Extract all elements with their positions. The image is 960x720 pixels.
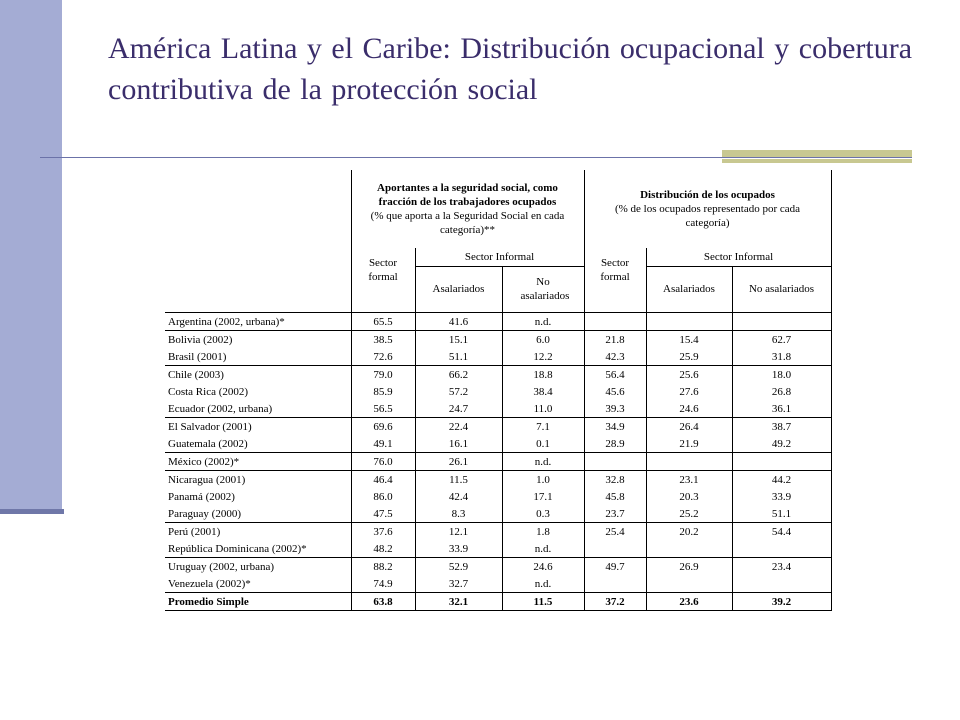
value-cell-d3: 33.9 <box>732 488 831 505</box>
country-cell: Chile (2003) <box>165 366 351 384</box>
value-cell-a2: 52.9 <box>415 558 502 576</box>
country-cell: Uruguay (2002, urbana) <box>165 558 351 576</box>
value-cell-d1: 56.4 <box>584 366 646 384</box>
value-cell-d3 <box>732 453 831 471</box>
value-cell-d1: 42.3 <box>605 350 625 363</box>
table-row <box>165 558 831 576</box>
value-cell-d1: 28.9 <box>605 437 625 450</box>
country-cell: México (2002)* <box>165 453 351 471</box>
country-cell: Perú (2001) <box>165 523 351 541</box>
value-cell-d3: 38.7 <box>732 418 831 436</box>
table-row <box>165 418 831 436</box>
value-cell-d2: 26.4 <box>646 418 732 436</box>
value-cell-d2 <box>646 575 732 593</box>
value-cell-d1: 25.4 <box>584 523 646 541</box>
header-asalariados-1: Asalariados <box>415 266 502 313</box>
value-cell-a1: 72.6 <box>351 348 415 366</box>
table-row <box>165 400 831 418</box>
value-cell-d1 <box>584 313 646 331</box>
table-row <box>165 453 831 471</box>
table-row <box>165 505 831 523</box>
value-cell-d2: 15.4 <box>646 331 732 349</box>
table-row <box>165 366 831 384</box>
value-cell-a2: 42.4 <box>415 488 502 505</box>
value-cell-a3: 1.8 <box>502 523 584 541</box>
table-row <box>165 540 831 558</box>
table-row <box>165 313 831 331</box>
title-accent-bar-lower <box>722 159 912 163</box>
country-cell: República Dominicana (2002)* <box>168 542 307 555</box>
value-cell-d1: 32.8 <box>584 471 646 489</box>
table-row <box>165 435 831 453</box>
value-cell-a3: n.d. <box>502 575 584 593</box>
value-cell-a2: 32.1 <box>415 593 502 611</box>
value-cell-a2: 15.1 <box>415 331 502 349</box>
value-cell-a1: 49.1 <box>351 435 415 453</box>
value-cell-d1: 45.8 <box>605 490 625 503</box>
value-cell-a3: 17.1 <box>502 488 584 505</box>
value-cell-a3: 6.0 <box>502 331 584 349</box>
value-cell-a3: 7.1 <box>502 418 584 436</box>
value-cell-d3: 18.0 <box>732 366 831 384</box>
value-cell-a1: 37.6 <box>351 523 415 541</box>
value-cell-a1: 79.0 <box>351 366 415 384</box>
value-cell-a1: 65.5 <box>351 313 415 331</box>
table-total-row <box>165 593 831 611</box>
value-cell-a2: 12.1 <box>415 523 502 541</box>
header-group-aportantes <box>351 170 584 248</box>
value-cell-d2: 24.6 <box>646 400 732 418</box>
value-cell-a2: 57.2 <box>415 383 502 400</box>
value-cell-d2 <box>646 313 732 331</box>
header-asalariados-2: Asalariados <box>646 266 732 313</box>
value-cell-a1: 46.4 <box>351 471 415 489</box>
header-group-distribucion <box>584 170 831 248</box>
value-cell-d1 <box>584 453 646 471</box>
value-cell-d1: 37.2 <box>584 593 646 611</box>
value-cell-a3: n.d. <box>502 313 584 331</box>
value-cell-a2: 66.2 <box>415 366 502 384</box>
country-cell: Nicaragua (2001) <box>165 471 351 489</box>
header-sector-formal-1: Sector formal <box>351 248 415 313</box>
country-cell: Costa Rica (2002) <box>168 385 249 398</box>
value-cell-a2: 26.1 <box>415 453 502 471</box>
header-sector-formal-2: Sector formal <box>600 257 630 283</box>
value-cell-d2: 23.1 <box>646 471 732 489</box>
header-sector-informal-1: Sector Informal <box>415 248 584 266</box>
slide-title: América Latina y el Caribe: Distribución ocupacional y cobertura contributiva de la protección social <box>108 32 913 106</box>
value-cell-a1: 63.8 <box>351 593 415 611</box>
header-group-distribucion-title: Distribución de los ocupados <box>640 189 775 201</box>
value-cell-a2: 32.7 <box>415 575 502 593</box>
value-cell-d3: 23.4 <box>732 558 831 576</box>
country-cell: Panamá (2002) <box>168 490 235 503</box>
value-cell-a1: 47.5 <box>351 505 415 523</box>
value-cell-a2: 16.1 <box>415 435 502 453</box>
value-cell-a1: 56.5 <box>351 400 415 418</box>
value-cell-a2: 8.3 <box>415 505 502 523</box>
value-cell-a1: 69.6 <box>351 418 415 436</box>
header-no-asalariados-2: No asalariados <box>732 266 831 313</box>
value-cell-d2: 25.9 <box>646 348 732 366</box>
country-cell: Venezuela (2002)* <box>168 577 251 590</box>
table-row <box>165 383 831 400</box>
value-cell-a2: 22.4 <box>415 418 502 436</box>
value-cell-d3: 31.8 <box>732 348 831 366</box>
value-cell-d2: 20.2 <box>646 523 732 541</box>
country-cell: Ecuador (2002, urbana) <box>168 402 273 415</box>
value-cell-a2: 33.9 <box>415 540 502 558</box>
title-underline <box>40 157 912 158</box>
value-cell-d3: 39.2 <box>732 593 831 611</box>
value-cell-a1: 48.2 <box>351 540 415 558</box>
value-cell-a3: 0.3 <box>502 505 584 523</box>
data-table <box>165 170 832 611</box>
value-cell-a3: 12.2 <box>502 348 584 366</box>
value-cell-d1: 39.3 <box>605 402 625 415</box>
value-cell-d3: 49.2 <box>732 435 831 453</box>
value-cell-d3: 54.4 <box>732 523 831 541</box>
value-cell-d2: 25.6 <box>646 366 732 384</box>
table-body <box>165 313 831 611</box>
value-cell-a3: 11.0 <box>502 400 584 418</box>
value-cell-a3: 18.8 <box>502 366 584 384</box>
value-cell-d2 <box>646 540 732 558</box>
value-cell-d2: 26.9 <box>646 558 732 576</box>
value-cell-a3: 38.4 <box>502 383 584 400</box>
table-row <box>165 523 831 541</box>
value-cell-d2: 21.9 <box>646 435 732 453</box>
value-cell-a1: 85.9 <box>351 383 415 400</box>
value-cell-a3: 1.0 <box>502 471 584 489</box>
country-cell: Bolivia (2002) <box>165 331 351 349</box>
value-cell-d1: 21.8 <box>584 331 646 349</box>
value-cell-a1: 38.5 <box>351 331 415 349</box>
value-cell-d3 <box>732 575 831 593</box>
value-cell-d1: 34.9 <box>584 418 646 436</box>
table-row <box>165 331 831 349</box>
value-cell-d2: 20.3 <box>646 488 732 505</box>
left-accent-bar <box>0 0 62 512</box>
header-sector-informal-2: Sector Informal <box>646 248 831 266</box>
header-empty-cell <box>165 170 351 248</box>
value-cell-d3: 36.1 <box>732 400 831 418</box>
value-cell-a2: 11.5 <box>415 471 502 489</box>
value-cell-a2: 51.1 <box>415 348 502 366</box>
value-cell-a1: 86.0 <box>351 488 415 505</box>
title-accent-bar <box>722 150 912 157</box>
value-cell-d3: 44.2 <box>732 471 831 489</box>
header-group-distribucion-subtitle: (% de los ocupados representado por cada categoría) <box>614 203 801 229</box>
value-cell-d2: 25.2 <box>646 505 732 523</box>
value-cell-d3 <box>732 313 831 331</box>
country-cell: El Salvador (2001) <box>165 418 351 436</box>
country-cell: Promedio Simple <box>165 593 351 611</box>
value-cell-d1: 45.6 <box>605 385 625 398</box>
value-cell-d3: 51.1 <box>732 505 831 523</box>
value-cell-a2: 41.6 <box>415 313 502 331</box>
value-cell-a1: 74.9 <box>351 575 415 593</box>
value-cell-d1 <box>584 540 646 558</box>
country-cell: Brasil (2001) <box>168 350 227 363</box>
country-cell: Guatemala (2002) <box>168 437 248 450</box>
value-cell-d2 <box>646 453 732 471</box>
value-cell-d3: 26.8 <box>732 383 831 400</box>
value-cell-d3 <box>732 540 831 558</box>
value-cell-d1 <box>584 575 646 593</box>
value-cell-a3: 11.5 <box>502 593 584 611</box>
value-cell-d2: 27.6 <box>646 383 732 400</box>
country-cell: Paraguay (2000) <box>168 507 242 520</box>
header-no-asalariados-1: No asalariados <box>502 266 584 313</box>
value-cell-a3: 0.1 <box>502 435 584 453</box>
value-cell-a1: 76.0 <box>351 453 415 471</box>
value-cell-a3: 24.6 <box>502 558 584 576</box>
value-cell-a1: 88.2 <box>351 558 415 576</box>
value-cell-a3: n.d. <box>502 540 584 558</box>
value-cell-d2: 23.6 <box>646 593 732 611</box>
value-cell-a3: n.d. <box>502 453 584 471</box>
table-header <box>165 170 831 313</box>
value-cell-d1: 49.7 <box>584 558 646 576</box>
value-cell-d3: 62.7 <box>732 331 831 349</box>
value-cell-d1: 23.7 <box>605 507 625 520</box>
header-group-aportantes-subtitle: (% que aporta a la Seguridad Social en cada categoría)** <box>370 210 565 236</box>
value-cell-a2: 24.7 <box>415 400 502 418</box>
table-row <box>165 575 831 593</box>
left-accent-bar-shadow <box>0 509 64 514</box>
country-cell: Argentina (2002, urbana)* <box>165 313 351 331</box>
header-group-aportantes-title: Aportantes a la seguridad social, como fracción de los trabajadores ocupados <box>377 182 558 208</box>
table-row <box>165 488 831 505</box>
table-row <box>165 471 831 489</box>
table-row <box>165 348 831 366</box>
